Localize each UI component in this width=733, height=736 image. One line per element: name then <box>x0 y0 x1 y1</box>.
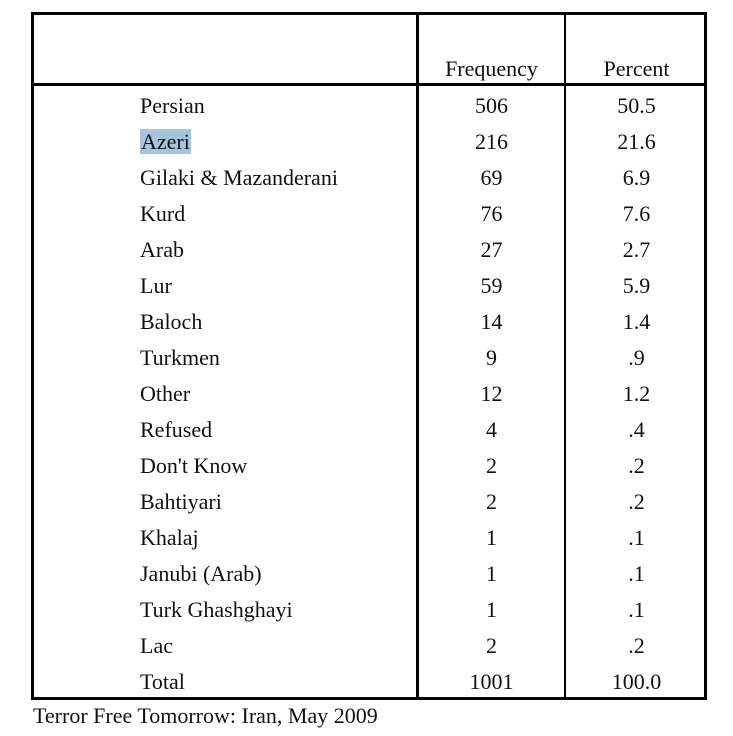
row-label <box>140 160 338 196</box>
row-label-text: Don't Know <box>140 453 248 478</box>
table-row <box>34 448 704 484</box>
table-body <box>34 88 704 700</box>
percent-cell: 7.6 <box>622 201 651 226</box>
percent-cell: 21.6 <box>617 129 656 154</box>
table-row <box>34 592 704 628</box>
source-caption: Terror Free Tomorrow: Iran, May 2009 <box>33 703 378 728</box>
percent-cell: 6.9 <box>622 165 651 190</box>
row-label-text: Refused <box>140 417 213 442</box>
row-label-text: Turkmen <box>140 345 220 370</box>
table-row <box>34 556 704 592</box>
percent-cell: .2 <box>628 489 645 514</box>
header-frequency: Frequency <box>445 56 538 81</box>
frequency-cell: 1 <box>486 525 497 550</box>
frequency-cell: 506 <box>475 93 508 118</box>
row-label-text: Arab <box>140 237 184 262</box>
row-label <box>140 88 205 124</box>
table-row <box>34 340 704 376</box>
percent-cell: 1.4 <box>622 309 651 334</box>
table-row <box>34 376 704 412</box>
frequency-cell: 12 <box>480 381 503 406</box>
frequency-cell: 59 <box>480 273 503 298</box>
frequency-cell: 76 <box>480 201 503 226</box>
row-label-text: Janubi (Arab) <box>140 561 262 586</box>
percent-cell: .4 <box>628 417 645 442</box>
header-divider <box>34 83 704 86</box>
row-label <box>140 556 262 592</box>
row-label-text: Lac <box>140 633 173 658</box>
table-row <box>34 268 704 304</box>
percent-cell: .1 <box>628 525 645 550</box>
percent-cell: 2.7 <box>622 237 651 262</box>
table-row <box>34 664 704 700</box>
row-label <box>140 448 247 484</box>
row-label-text: Khalaj <box>140 525 199 550</box>
row-label-text: Other <box>140 381 191 406</box>
row-label <box>140 376 190 412</box>
row-label <box>140 628 173 664</box>
row-label-text: Lur <box>140 273 172 298</box>
frequency-cell: 69 <box>480 165 503 190</box>
row-label <box>140 340 220 376</box>
row-label-text: Total <box>140 669 185 694</box>
row-label <box>140 664 185 700</box>
frequency-cell: 2 <box>486 633 497 658</box>
frequency-cell: 1001 <box>469 669 514 694</box>
row-label-text: Persian <box>140 93 205 118</box>
table-row <box>34 88 704 124</box>
row-label <box>140 592 293 628</box>
row-label <box>140 412 212 448</box>
table-row <box>34 520 704 556</box>
frequency-cell: 4 <box>486 417 497 442</box>
frequency-cell: 14 <box>480 309 503 334</box>
percent-cell: 1.2 <box>622 381 651 406</box>
percent-cell: .9 <box>628 345 645 370</box>
header-percent: Percent <box>603 56 670 81</box>
row-label <box>140 304 202 340</box>
row-label <box>140 232 184 268</box>
row-label <box>140 268 172 304</box>
frequency-table <box>31 12 707 700</box>
frequency-cell: 2 <box>486 453 497 478</box>
percent-cell: .1 <box>628 597 645 622</box>
table-row <box>34 124 704 160</box>
frequency-cell: 27 <box>480 237 503 262</box>
table-row <box>34 484 704 520</box>
table-row <box>34 412 704 448</box>
percent-cell: 50.5 <box>617 93 656 118</box>
row-label <box>140 520 199 556</box>
percent-cell: .2 <box>628 453 645 478</box>
row-label-text: Gilaki & Mazanderani <box>140 165 338 190</box>
table-row <box>34 196 704 232</box>
row-label <box>140 484 222 520</box>
row-label-text-highlighted: Azeri <box>141 129 190 154</box>
table-row <box>34 628 704 664</box>
table-row <box>34 232 704 268</box>
row-label <box>140 196 185 232</box>
row-label-text: Bahtiyari <box>140 489 222 514</box>
row-label <box>140 124 191 160</box>
row-label-text: Kurd <box>140 201 186 226</box>
frequency-cell: 1 <box>486 561 497 586</box>
frequency-cell: 216 <box>475 129 508 154</box>
frequency-cell: 9 <box>486 345 497 370</box>
row-label-text: Turk Ghashghayi <box>140 597 293 622</box>
percent-cell: .1 <box>628 561 645 586</box>
frequency-cell: 1 <box>486 597 497 622</box>
percent-cell: 100.0 <box>611 669 662 694</box>
table-row <box>34 304 704 340</box>
table-row <box>34 160 704 196</box>
percent-cell: .2 <box>628 633 645 658</box>
frequency-cell: 2 <box>486 489 497 514</box>
row-label-text: Baloch <box>140 309 203 334</box>
percent-cell: 5.9 <box>622 273 651 298</box>
